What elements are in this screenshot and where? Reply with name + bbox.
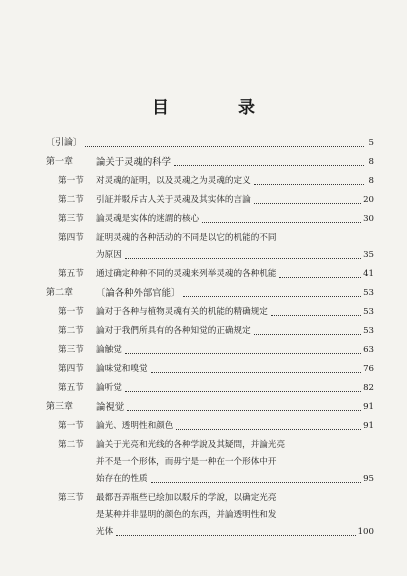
dot-leader	[125, 352, 361, 354]
dot-leader	[254, 183, 364, 185]
toc-entry-title: 通过确定种种不同的灵魂来列举灵魂的各种机能	[96, 269, 277, 279]
toc-page-number: 20	[363, 195, 374, 205]
toc-entry-number: 第四节	[58, 233, 84, 243]
toc-entry-title: 論对于我們所具有的各种知觉的正确规定	[96, 326, 251, 336]
toc-page-number: 30	[363, 214, 374, 224]
toc-page-number: 82	[363, 383, 374, 393]
toc-page-number: 35	[363, 250, 374, 260]
toc-page-number: 5	[368, 138, 374, 148]
dot-leader	[174, 164, 364, 166]
dot-leader	[202, 221, 361, 223]
toc-page-number: 95	[363, 474, 374, 484]
toc-page-number: 63	[363, 345, 374, 355]
toc-entry-number: 第五节	[58, 269, 84, 279]
toc-entry-title: 証明灵魂的各种活动的不同是以它的机能的不同	[96, 233, 277, 243]
toc-entry-number: 第一节	[58, 307, 84, 317]
page-title: 目 录	[152, 98, 281, 118]
toc-chapter-row	[46, 149, 374, 168]
toc-entry-row	[58, 206, 374, 225]
toc-entry-title: 論視觉	[96, 402, 125, 413]
toc-entry-title: 論对于各种与植物灵魂有关的机能的精确规定	[96, 307, 268, 317]
dot-leader	[279, 276, 361, 278]
toc-page-number: 8	[368, 176, 374, 186]
toc-entry-row	[58, 413, 374, 432]
toc-page-number: 53	[363, 307, 374, 317]
toc-entry-number: 第二章	[46, 288, 74, 298]
toc-entry-row	[58, 375, 374, 394]
toc-entry-number: 第三章	[46, 402, 74, 412]
dot-leader	[183, 295, 361, 297]
dot-leader	[127, 409, 361, 411]
toc-entry-row	[58, 356, 374, 375]
toc-entry-title: 論味觉和嗅觉	[96, 364, 148, 374]
toc-continuation-row	[58, 451, 374, 468]
dot-leader	[151, 371, 361, 373]
toc-entry-title: 最都吾弄瓶些已绘加以駁斥的学說，以确定光亮	[96, 493, 277, 503]
toc-entry-number: 第三节	[58, 345, 84, 355]
dot-leader	[151, 481, 361, 483]
toc-entry-title: 引証并駁斥古人关于灵魂及其实体的言論	[96, 195, 251, 205]
dot-leader	[125, 390, 361, 392]
dot-leader	[116, 534, 355, 536]
table-of-contents	[46, 130, 374, 538]
toc-entry-row	[58, 187, 374, 206]
toc-page-number: 53	[363, 326, 374, 336]
toc-entry-title: 論灵魂是实体的迷謂的核心	[96, 214, 200, 224]
toc-entry-number: 第二节	[58, 195, 84, 205]
toc-entry-row	[58, 261, 374, 280]
dot-leader	[254, 333, 361, 335]
toc-entry-number: 第一章	[46, 157, 74, 167]
toc-entry-title: 是某种并非显明的颜色的东西，并論透明性和发	[96, 510, 277, 520]
toc-entry-number: 第二节	[58, 440, 84, 450]
toc-entry-number: 第四节	[58, 364, 84, 374]
toc-page-number: 41	[363, 269, 374, 279]
toc-entry-row	[58, 485, 374, 504]
toc-continuation-row	[58, 504, 374, 521]
toc-entry-row	[58, 337, 374, 356]
toc-entry-number: 第一节	[58, 176, 84, 186]
toc-entry-title: 論关于光亮和光线的各种学說及其疑問，并論光亮	[96, 440, 286, 450]
dot-leader	[125, 257, 361, 259]
toc-chapter-row	[46, 280, 374, 299]
toc-entry-number: 第二节	[58, 326, 84, 336]
toc-entry-title: 对灵魂的証明，以及灵魂之为灵魂的定义	[96, 176, 251, 186]
toc-entry-title: 論触觉	[96, 345, 122, 355]
toc-entry-number: 第一节	[58, 421, 84, 431]
toc-entry-title: 〔引論〕	[46, 138, 83, 148]
toc-entry-title: 并不是一个形体，而毋宁是一种在一个形体中开	[96, 457, 277, 467]
toc-page-number: 91	[363, 402, 374, 412]
toc-entry-row	[58, 299, 374, 318]
dot-leader	[271, 314, 361, 316]
toc-entry-title: 为原因	[96, 250, 122, 260]
toc-entry-row	[58, 225, 374, 244]
toc-entry-title: 論听觉	[96, 383, 122, 393]
toc-entry-title: 〔論各种外部官能〕	[96, 288, 181, 299]
dot-leader	[85, 145, 364, 147]
toc-entry-row	[46, 130, 374, 149]
toc-entry-number: 第五节	[58, 383, 84, 393]
toc-continuation-row	[58, 521, 374, 538]
toc-page-number: 100	[357, 527, 374, 537]
toc-entry-title: 論光、透明性和颜色	[96, 421, 174, 431]
toc-page-number: 8	[368, 157, 374, 167]
toc-entry-title: 論关于灵魂的科学	[96, 157, 172, 168]
toc-entry-row	[58, 432, 374, 451]
toc-page-number: 76	[363, 364, 374, 374]
toc-continuation-row	[58, 244, 374, 261]
toc-entry-title: 光体	[96, 527, 114, 537]
toc-page-number: 91	[363, 421, 374, 431]
toc-entry-number: 第三节	[58, 493, 84, 503]
dot-leader	[254, 202, 361, 204]
toc-continuation-row	[58, 468, 374, 485]
toc-entry-row	[58, 318, 374, 337]
dot-leader	[176, 428, 361, 430]
toc-entry-number: 第三节	[58, 214, 84, 224]
toc-page-number: 53	[363, 288, 374, 298]
toc-entry-row	[58, 168, 374, 187]
toc-chapter-row	[46, 394, 374, 413]
toc-entry-title: 始存在的性质	[96, 474, 148, 484]
